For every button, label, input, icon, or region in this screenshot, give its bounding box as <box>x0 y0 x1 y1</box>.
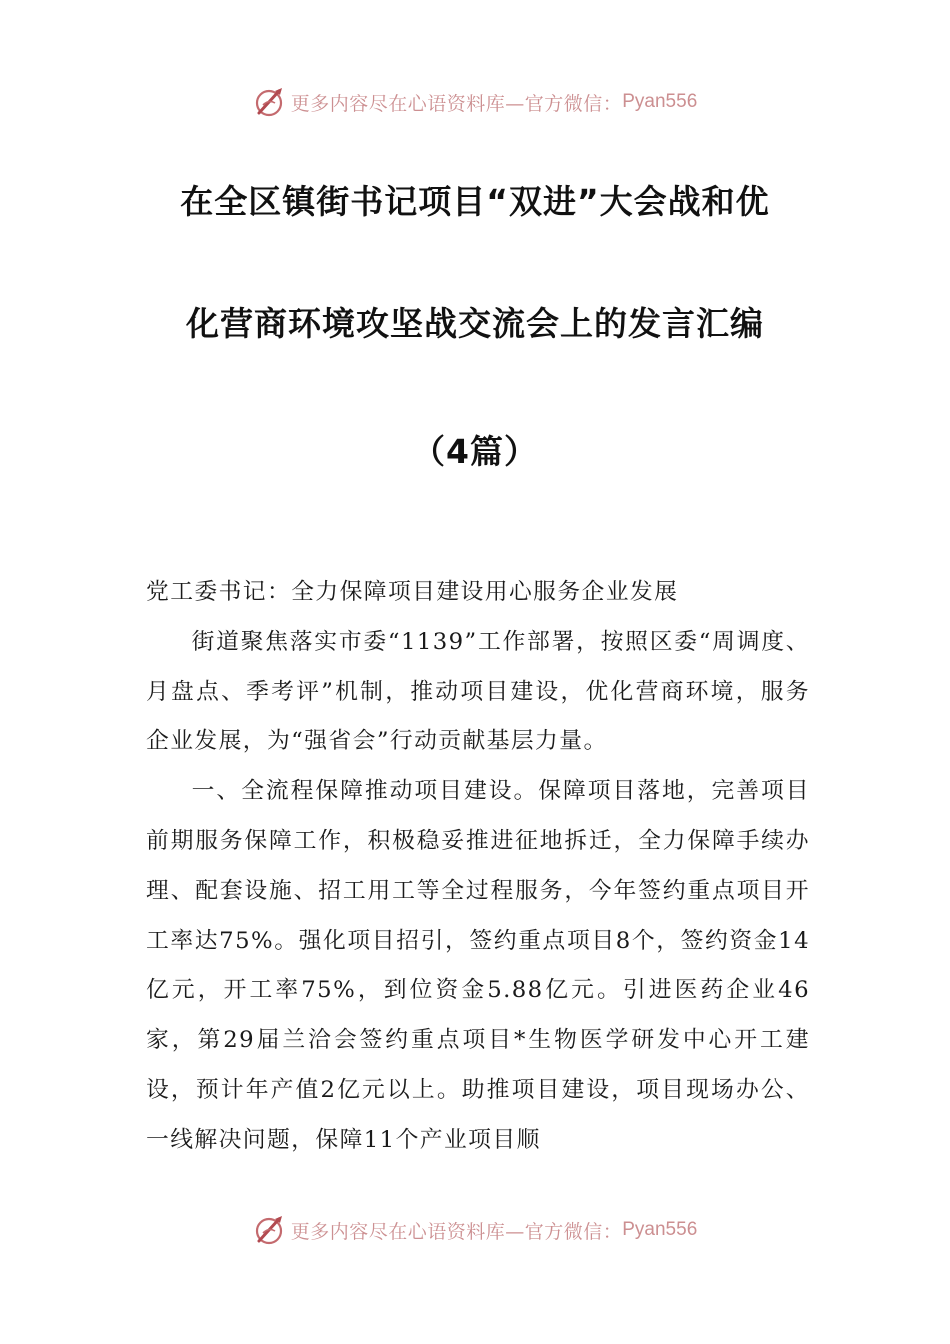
document-body <box>146 568 810 1166</box>
pen-circle-logo-icon <box>253 85 287 119</box>
paragraph-project-construction: 一、全流程保障推动项目建设。保障项目落地，完善项目前期服务保障工作，积极稳妥推进征地拆迁，全力保障手续办理、配套设施、招工用工等全过程服务，今年签约重点项目开工率达75%。强化项目招引，签约重点项目8个，签约资金14亿元，开工率75%，到位资金5.88亿元。引进医药企业46家，第29届兰洽会签约重点项目*生物医学研发中心开工建设，预计年产值2亿元以上。助推项目建设，项目现场办公、一线解决问题，保障11个产业项目顺 <box>146 778 810 1153</box>
document-title-line-3: （4篇） <box>412 432 538 471</box>
promo-text: 更多内容尽在心语资料库—官方微信： <box>290 1220 623 1243</box>
promo-text: 更多内容尽在心语资料库—官方微信： <box>290 92 623 115</box>
document-title-line-1: 在全区镇街书记项目“双进”大会战和优 <box>180 182 770 221</box>
header-watermark-banner <box>0 82 950 122</box>
section-subheading: 党工委书记：全力保障项目建设用心服务企业发展 <box>146 579 679 605</box>
paragraph-intro: 街道聚焦落实市委“1139”工作部署，按照区委“周调度、月盘点、季考评”机制，推动项目建设，优化营商环境，服务企业发展，为“强省会”行动贡献基层力量。 <box>146 628 810 755</box>
footer-watermark-banner <box>0 1210 950 1250</box>
document-title-line-2: 化营商环境攻坚战交流会上的发言汇编 <box>186 304 764 343</box>
wechat-id: Pyan556 <box>622 1219 698 1240</box>
wechat-id: Pyan556 <box>622 91 698 112</box>
pen-circle-logo-icon <box>253 1213 287 1247</box>
